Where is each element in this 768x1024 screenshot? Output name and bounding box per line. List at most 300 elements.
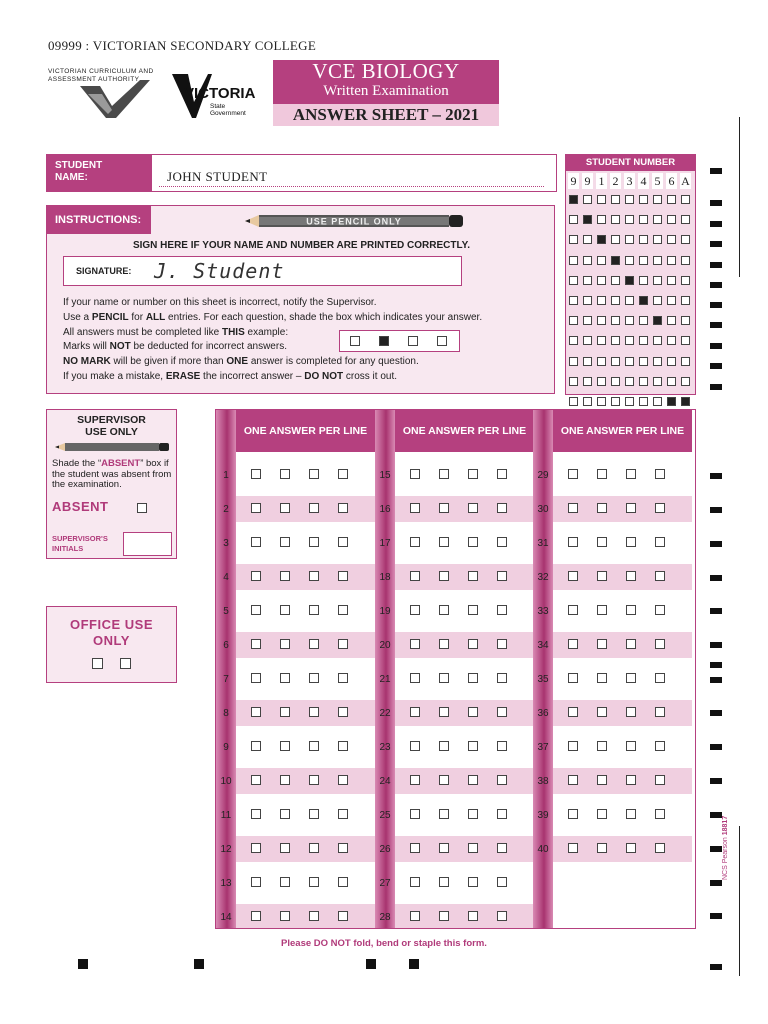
answer-bubble[interactable] xyxy=(251,809,261,819)
answer-bubble[interactable] xyxy=(497,707,507,717)
answer-bubble[interactable] xyxy=(251,775,261,785)
student-number-bubble[interactable] xyxy=(625,357,634,366)
student-number-bubble[interactable] xyxy=(681,316,690,325)
office-use-box xyxy=(46,606,177,683)
student-number-bubble[interactable] xyxy=(667,357,676,366)
student-number-bubble[interactable] xyxy=(653,357,662,366)
answer-bubble[interactable] xyxy=(309,741,319,751)
answer-bubble[interactable] xyxy=(655,537,665,547)
answer-bubble[interactable] xyxy=(568,809,578,819)
student-number-bubble[interactable] xyxy=(583,276,592,285)
answer-bubble[interactable] xyxy=(338,469,348,479)
student-number-bubble[interactable] xyxy=(639,235,648,244)
answer-bubble[interactable] xyxy=(655,707,665,717)
student-number-bubble[interactable] xyxy=(681,357,690,366)
student-number-bubble[interactable] xyxy=(569,256,578,265)
timing-mark xyxy=(710,778,722,784)
student-number-bubble[interactable] xyxy=(583,235,592,244)
question-number: 24 xyxy=(379,776,391,787)
timing-mark xyxy=(710,282,722,288)
answer-bubble[interactable] xyxy=(439,673,449,683)
answer-bubble[interactable] xyxy=(497,469,507,479)
answer-bubble[interactable] xyxy=(410,843,420,853)
student-number-bubble[interactable] xyxy=(625,235,634,244)
answer-bubble[interactable] xyxy=(655,843,665,853)
answer-bubble[interactable] xyxy=(338,741,348,751)
student-number-bubble[interactable] xyxy=(639,336,648,345)
student-number-bubble[interactable] xyxy=(653,235,662,244)
student-number-bubble[interactable] xyxy=(681,235,690,244)
student-number-bubble[interactable] xyxy=(639,215,648,224)
answer-bubble[interactable] xyxy=(251,707,261,717)
answer-bubble[interactable] xyxy=(626,673,636,683)
student-number-bubble[interactable] xyxy=(667,316,676,325)
student-number-bubble[interactable] xyxy=(639,397,648,406)
answer-bubble[interactable] xyxy=(280,673,290,683)
answer-bubble[interactable] xyxy=(597,673,607,683)
student-number-bubble[interactable] xyxy=(625,276,634,285)
student-number-bubble[interactable] xyxy=(569,397,578,406)
answer-bubble[interactable] xyxy=(597,571,607,581)
student-number-bubble[interactable] xyxy=(625,397,634,406)
student-number-bubble[interactable] xyxy=(583,377,592,386)
answer-bubble[interactable] xyxy=(497,503,507,513)
answer-bubble[interactable] xyxy=(280,537,290,547)
question-number: 39 xyxy=(537,810,549,821)
answer-bubble[interactable] xyxy=(468,843,478,853)
instruction-part: entries. For each question, shade the box which indicates your answer. xyxy=(165,311,483,323)
timing-mark xyxy=(710,384,722,390)
answer-bubble[interactable] xyxy=(338,673,348,683)
answer-bubble[interactable] xyxy=(280,571,290,581)
question-number: 16 xyxy=(379,504,391,515)
answer-bubble[interactable] xyxy=(439,843,449,853)
student-number-bubble[interactable] xyxy=(667,195,676,204)
student-number-bubble[interactable] xyxy=(597,256,606,265)
student-number-bubble[interactable] xyxy=(667,276,676,285)
student-number-bubble[interactable] xyxy=(583,296,592,305)
answer-bubble[interactable] xyxy=(655,673,665,683)
student-number-bubble[interactable] xyxy=(583,357,592,366)
student-number-bubble[interactable] xyxy=(639,276,648,285)
answer-bubble[interactable] xyxy=(597,639,607,649)
answer-bubble[interactable] xyxy=(655,605,665,615)
office-checkbox[interactable] xyxy=(92,658,103,669)
answer-bubble[interactable] xyxy=(251,537,261,547)
answer-bubble[interactable] xyxy=(251,605,261,615)
answer-bubble[interactable] xyxy=(597,809,607,819)
answer-bubble[interactable] xyxy=(280,741,290,751)
answer-bubble[interactable] xyxy=(626,639,636,649)
student-number-bubble[interactable] xyxy=(597,377,606,386)
answer-bubble[interactable] xyxy=(338,843,348,853)
student-number-bubble[interactable] xyxy=(625,296,634,305)
student-number-bubble[interactable] xyxy=(625,336,634,345)
answer-bubble[interactable] xyxy=(338,911,348,921)
student-number-bubble[interactable] xyxy=(597,357,606,366)
answer-bubble[interactable] xyxy=(280,503,290,513)
answer-bubble[interactable] xyxy=(251,571,261,581)
answer-bubble[interactable] xyxy=(251,911,261,921)
student-number-bubble[interactable] xyxy=(653,195,662,204)
student-number-bubble[interactable] xyxy=(625,316,634,325)
answer-bubble[interactable] xyxy=(338,503,348,513)
student-number-bubble[interactable] xyxy=(667,296,676,305)
answer-bubble[interactable] xyxy=(568,673,578,683)
student-number-bubble[interactable] xyxy=(667,256,676,265)
answer-bubble[interactable] xyxy=(626,503,636,513)
answer-bubble[interactable] xyxy=(251,503,261,513)
footer-pre: Please xyxy=(281,938,314,949)
answer-bubble[interactable] xyxy=(597,707,607,717)
student-number-bubble[interactable] xyxy=(639,256,648,265)
student-number-bubble[interactable] xyxy=(653,276,662,285)
answer-bubble[interactable] xyxy=(410,537,420,547)
answer-bubble[interactable] xyxy=(410,741,420,751)
student-number-bubble[interactable] xyxy=(625,377,634,386)
answer-bubble[interactable] xyxy=(597,503,607,513)
answer-bubble[interactable] xyxy=(655,741,665,751)
student-number-bubble[interactable] xyxy=(681,377,690,386)
answer-bubble[interactable] xyxy=(626,741,636,751)
student-number-bubble[interactable] xyxy=(639,357,648,366)
answer-bubble[interactable] xyxy=(626,707,636,717)
answer-bubble[interactable] xyxy=(280,469,290,479)
student-number-bubble[interactable] xyxy=(583,195,592,204)
student-number-bubble[interactable] xyxy=(611,195,620,204)
student-number-bubble[interactable] xyxy=(681,215,690,224)
signature-field[interactable] xyxy=(63,256,462,286)
student-number-bubble[interactable] xyxy=(583,336,592,345)
answer-bubble[interactable] xyxy=(309,843,319,853)
answer-bubble[interactable] xyxy=(568,639,578,649)
student-number-bubble[interactable] xyxy=(653,377,662,386)
instruction-part: If your name or number on this sheet is incorrect, notify the Supervisor. xyxy=(63,297,377,308)
timing-mark xyxy=(710,608,722,614)
absent-checkbox[interactable] xyxy=(137,503,147,513)
answer-bubble[interactable] xyxy=(338,605,348,615)
answer-bubble[interactable] xyxy=(280,843,290,853)
answer-bubble[interactable] xyxy=(468,605,478,615)
answer-bubble[interactable] xyxy=(280,877,290,887)
edge-line xyxy=(739,117,740,277)
student-number-bubble[interactable] xyxy=(583,215,592,224)
student-number-bubble[interactable] xyxy=(653,336,662,345)
answer-bubble[interactable] xyxy=(251,741,261,751)
student-number-bubble[interactable] xyxy=(569,276,578,285)
student-number-bubble[interactable] xyxy=(611,377,620,386)
answer-bubble[interactable] xyxy=(468,503,478,513)
answer-bubble[interactable] xyxy=(410,911,420,921)
answer-bubble[interactable] xyxy=(497,741,507,751)
answer-bubble[interactable] xyxy=(597,741,607,751)
initials-label-1: SUPERVISOR'S xyxy=(52,534,108,543)
instruction-part: NO MARK xyxy=(63,356,111,368)
answer-bubble[interactable] xyxy=(251,673,261,683)
answer-bubble[interactable] xyxy=(338,809,348,819)
student-number-bubble[interactable] xyxy=(681,195,690,204)
student-number-bubble[interactable] xyxy=(597,235,606,244)
answer-bubble[interactable] xyxy=(497,537,507,547)
answer-bubble[interactable] xyxy=(568,605,578,615)
student-number-bubble[interactable] xyxy=(569,377,578,386)
student-number-bubble[interactable] xyxy=(667,336,676,345)
answer-bubble[interactable] xyxy=(309,537,319,547)
answer-bubble[interactable] xyxy=(410,673,420,683)
answer-bubble[interactable] xyxy=(468,775,478,785)
timing-mark xyxy=(710,744,722,750)
answer-bubble[interactable] xyxy=(280,775,290,785)
answer-bubble[interactable] xyxy=(655,469,665,479)
answer-bubble[interactable] xyxy=(568,741,578,751)
timing-mark xyxy=(194,959,204,969)
answer-bubble[interactable] xyxy=(439,469,449,479)
answer-bubble[interactable] xyxy=(626,571,636,581)
answer-bubble[interactable] xyxy=(468,707,478,717)
student-number-bubble[interactable] xyxy=(667,397,676,406)
student-number-bubble[interactable] xyxy=(639,195,648,204)
answer-bubble[interactable] xyxy=(626,809,636,819)
student-number-bubble[interactable] xyxy=(569,296,578,305)
answer-bubble[interactable] xyxy=(280,911,290,921)
answer-bubble[interactable] xyxy=(568,537,578,547)
student-number-bubble[interactable] xyxy=(569,235,578,244)
answer-bubble[interactable] xyxy=(309,673,319,683)
answer-bubble[interactable] xyxy=(568,469,578,479)
answer-bubble[interactable] xyxy=(309,775,319,785)
answer-bubble[interactable] xyxy=(468,469,478,479)
answer-bubble[interactable] xyxy=(655,775,665,785)
answer-bubble[interactable] xyxy=(497,775,507,785)
student-number-bubble[interactable] xyxy=(611,336,620,345)
student-number-bubble[interactable] xyxy=(639,316,648,325)
answer-bubble[interactable] xyxy=(410,809,420,819)
answer-bubble[interactable] xyxy=(338,639,348,649)
student-number-bubble[interactable] xyxy=(597,296,606,305)
student-number-bubble[interactable] xyxy=(597,215,606,224)
student-number-bubble[interactable] xyxy=(583,316,592,325)
student-number-box xyxy=(565,154,696,395)
column-header: ONE ANSWER PER LINE xyxy=(553,410,692,452)
answer-bubble[interactable] xyxy=(655,809,665,819)
student-number-label: STUDENT NUMBER xyxy=(566,155,695,171)
example-answer-box xyxy=(339,330,460,352)
student-number-bubble[interactable] xyxy=(653,316,662,325)
answer-bubble[interactable] xyxy=(497,877,507,887)
answer-bubble[interactable] xyxy=(251,469,261,479)
instruction-part: DO NOT xyxy=(304,370,344,382)
student-number-bubble[interactable] xyxy=(597,276,606,285)
answer-bubble[interactable] xyxy=(439,911,449,921)
answer-bubble[interactable] xyxy=(410,503,420,513)
answer-bubble[interactable] xyxy=(655,503,665,513)
student-number-bubble[interactable] xyxy=(569,316,578,325)
student-number-bubble[interactable] xyxy=(611,316,620,325)
answer-bubble[interactable] xyxy=(468,741,478,751)
answer-bubble[interactable] xyxy=(439,503,449,513)
answer-bubble[interactable] xyxy=(468,639,478,649)
answer-bubble[interactable] xyxy=(410,469,420,479)
answer-bubble[interactable] xyxy=(439,741,449,751)
student-number-bubble[interactable] xyxy=(569,336,578,345)
student-number-bubble[interactable] xyxy=(653,215,662,224)
answer-bubble[interactable] xyxy=(439,707,449,717)
instruction-line xyxy=(63,311,482,326)
answer-bubble[interactable] xyxy=(439,537,449,547)
student-number-bubble[interactable] xyxy=(597,316,606,325)
victoria-logo-text: VICTORIA xyxy=(184,85,256,102)
student-number-bubble[interactable] xyxy=(681,276,690,285)
student-number-bubble[interactable] xyxy=(597,195,606,204)
student-number-digit: 4 xyxy=(638,173,649,189)
student-number-bubble[interactable] xyxy=(569,195,578,204)
sup-text-pre: Shade the “ xyxy=(52,458,102,469)
answer-bubble[interactable] xyxy=(309,469,319,479)
office-title-1: OFFICE USE xyxy=(69,617,153,632)
student-number-bubble[interactable] xyxy=(625,256,634,265)
answer-bubble[interactable] xyxy=(626,605,636,615)
answer-bubble[interactable] xyxy=(497,843,507,853)
student-number-bubble[interactable] xyxy=(611,397,620,406)
instruction-line xyxy=(63,296,482,311)
answer-bubble[interactable] xyxy=(497,639,507,649)
answer-bubble[interactable] xyxy=(597,469,607,479)
answer-bubble[interactable] xyxy=(439,571,449,581)
answer-bubble[interactable] xyxy=(410,639,420,649)
answer-bubble[interactable] xyxy=(497,605,507,615)
answer-bubble[interactable] xyxy=(568,843,578,853)
student-number-bubble[interactable] xyxy=(569,357,578,366)
student-number-bubble[interactable] xyxy=(597,397,606,406)
answer-bubble[interactable] xyxy=(597,605,607,615)
student-number-bubble[interactable] xyxy=(625,215,634,224)
answer-bubble[interactable] xyxy=(309,809,319,819)
student-number-bubble[interactable] xyxy=(653,397,662,406)
answer-bubble[interactable] xyxy=(468,877,478,887)
office-title-2: ONLY xyxy=(93,633,130,648)
answer-bubble[interactable] xyxy=(597,775,607,785)
student-number-bubble[interactable] xyxy=(653,256,662,265)
answer-bubble[interactable] xyxy=(597,537,607,547)
answer-bubble[interactable] xyxy=(309,571,319,581)
student-number-bubble[interactable] xyxy=(611,357,620,366)
answer-bubble[interactable] xyxy=(497,571,507,581)
student-number-bubble[interactable] xyxy=(667,215,676,224)
answer-bubble[interactable] xyxy=(410,877,420,887)
answer-bubble[interactable] xyxy=(338,775,348,785)
answer-bubble[interactable] xyxy=(280,639,290,649)
exam-subtitle: Written Examination xyxy=(323,83,449,99)
answer-bubble[interactable] xyxy=(309,707,319,717)
answer-bubble[interactable] xyxy=(338,571,348,581)
answer-bubble[interactable] xyxy=(280,809,290,819)
answer-bubble[interactable] xyxy=(439,605,449,615)
student-number-bubble[interactable] xyxy=(611,256,620,265)
supervisor-initials-field[interactable] xyxy=(123,532,172,556)
answer-bubble[interactable] xyxy=(626,469,636,479)
student-number-bubble[interactable] xyxy=(681,256,690,265)
student-number-bubble[interactable] xyxy=(611,235,620,244)
instructions-box xyxy=(46,205,555,394)
student-number-bubble[interactable] xyxy=(653,296,662,305)
answer-bubble[interactable] xyxy=(497,809,507,819)
student-number-bubble[interactable] xyxy=(667,235,676,244)
answer-bubble[interactable] xyxy=(468,911,478,921)
answer-bubble[interactable] xyxy=(309,639,319,649)
answer-bubble[interactable] xyxy=(338,707,348,717)
answer-bubble[interactable] xyxy=(309,911,319,921)
student-name-label-1: STUDENT xyxy=(55,160,103,171)
answer-bubble[interactable] xyxy=(655,639,665,649)
answer-bubble[interactable] xyxy=(410,775,420,785)
answer-bubble[interactable] xyxy=(251,639,261,649)
answer-bubble[interactable] xyxy=(568,503,578,513)
student-number-bubble[interactable] xyxy=(625,195,634,204)
answer-bubble[interactable] xyxy=(338,537,348,547)
student-number-bubble[interactable] xyxy=(569,215,578,224)
answer-bubble[interactable] xyxy=(309,503,319,513)
answer-bubble[interactable] xyxy=(468,673,478,683)
answer-bubble[interactable] xyxy=(251,843,261,853)
answer-bubble[interactable] xyxy=(568,775,578,785)
answer-bubble[interactable] xyxy=(468,809,478,819)
answer-bubble[interactable] xyxy=(497,911,507,921)
answer-bubble[interactable] xyxy=(655,571,665,581)
student-number-bubble[interactable] xyxy=(597,336,606,345)
student-number-bubble[interactable] xyxy=(681,397,690,406)
answer-bubble[interactable] xyxy=(309,877,319,887)
student-number-bubble[interactable] xyxy=(639,377,648,386)
answer-bubble[interactable] xyxy=(568,707,578,717)
answer-bubble[interactable] xyxy=(309,605,319,615)
student-number-bubble[interactable] xyxy=(611,296,620,305)
answer-bubble[interactable] xyxy=(280,707,290,717)
student-number-bubble[interactable] xyxy=(681,296,690,305)
answer-bubble[interactable] xyxy=(468,571,478,581)
student-number-bubble[interactable] xyxy=(681,336,690,345)
answer-bubble[interactable] xyxy=(568,571,578,581)
answer-bubble[interactable] xyxy=(626,843,636,853)
student-number-bubble[interactable] xyxy=(583,256,592,265)
answer-bubble[interactable] xyxy=(439,877,449,887)
student-number-bubble[interactable] xyxy=(583,397,592,406)
answer-bubble[interactable] xyxy=(410,605,420,615)
answer-bubble[interactable] xyxy=(251,877,261,887)
answer-bubble[interactable] xyxy=(439,639,449,649)
office-checkbox[interactable] xyxy=(120,658,131,669)
answer-bubble[interactable] xyxy=(280,605,290,615)
answer-bubble[interactable] xyxy=(497,673,507,683)
answer-bubble[interactable] xyxy=(439,809,449,819)
question-number: 27 xyxy=(379,878,391,889)
answer-bubble[interactable] xyxy=(597,843,607,853)
student-number-bubble[interactable] xyxy=(611,276,620,285)
answer-bubble[interactable] xyxy=(626,775,636,785)
student-number-bubble[interactable] xyxy=(639,296,648,305)
footer-bold: DO NOT xyxy=(313,938,351,949)
student-name-label-2: NAME: xyxy=(55,172,88,183)
student-number-bubble[interactable] xyxy=(667,377,676,386)
answer-bubble[interactable] xyxy=(410,707,420,717)
answer-bubble[interactable] xyxy=(410,571,420,581)
student-number-bubble[interactable] xyxy=(611,215,620,224)
answer-bubble[interactable] xyxy=(626,537,636,547)
answer-bubble[interactable] xyxy=(439,775,449,785)
instruction-line xyxy=(63,370,482,385)
answer-bubble[interactable] xyxy=(468,537,478,547)
student-number-digit: 2 xyxy=(610,173,621,189)
answer-bubble[interactable] xyxy=(338,877,348,887)
